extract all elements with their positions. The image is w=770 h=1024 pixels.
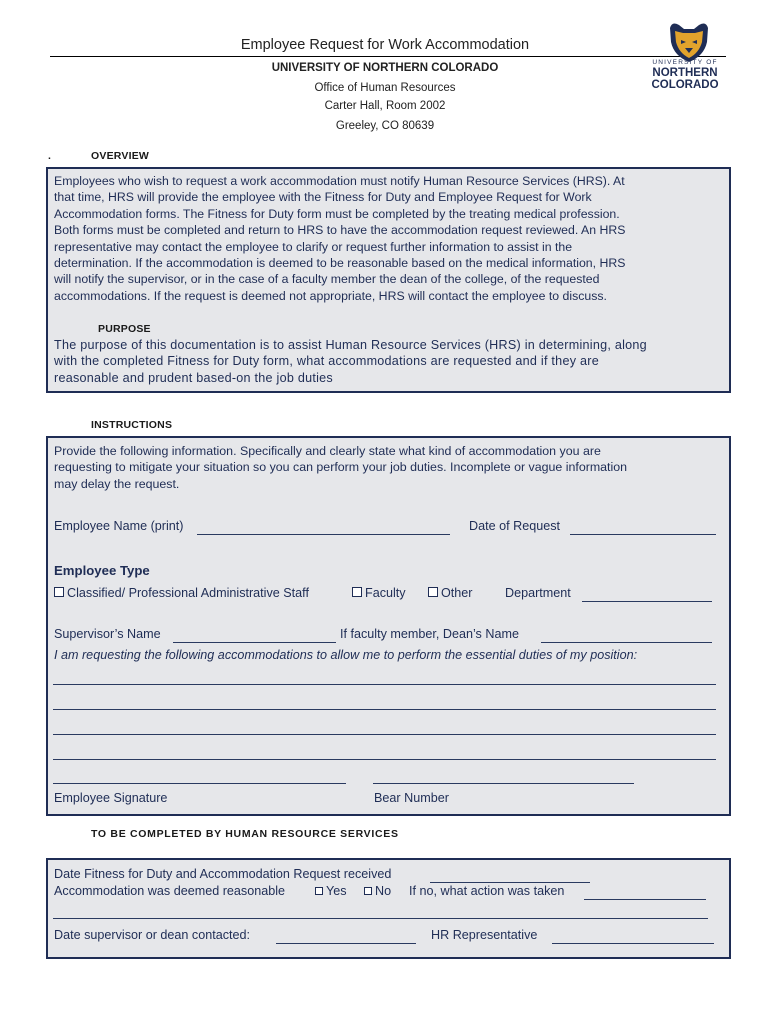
bear-number-label: Bear Number bbox=[374, 791, 449, 805]
date-of-request-field[interactable] bbox=[570, 534, 716, 535]
employee-name-field[interactable] bbox=[197, 534, 450, 535]
yes-label: Yes bbox=[326, 884, 347, 898]
overview-heading: OVERVIEW bbox=[91, 150, 150, 162]
faculty-checkbox[interactable] bbox=[352, 587, 362, 597]
instructions-box bbox=[46, 436, 731, 816]
contacted-date-label: Date supervisor or dean contacted: bbox=[54, 928, 251, 942]
type-classified-option[interactable] bbox=[54, 586, 309, 600]
date-of-request-label: Date of Request bbox=[469, 519, 561, 533]
instructions-line: Provide the following information. Specifically and clearly state what kind of accommodation you are bbox=[54, 444, 601, 458]
request-statement: I am requesting the following accommodations to allow me to perform the essential duties of my position: bbox=[54, 648, 638, 662]
employee-name-label: Employee Name (print) bbox=[54, 519, 184, 533]
overview-line: Employees who wish to request a work accommodation must notify Human Resource Services (HRS). At bbox=[54, 174, 625, 188]
hr-box bbox=[46, 858, 731, 959]
supervisor-name-label: Supervisor’s Name bbox=[54, 627, 161, 641]
department-field[interactable] bbox=[582, 601, 712, 602]
accommodation-line[interactable] bbox=[53, 759, 716, 760]
other-checkbox[interactable] bbox=[428, 587, 438, 597]
yes-checkbox[interactable] bbox=[315, 887, 323, 895]
instructions-heading: INSTRUCTIONS bbox=[91, 419, 173, 431]
hr-representative-field[interactable] bbox=[552, 943, 714, 944]
reasonable-no-option[interactable] bbox=[364, 884, 391, 898]
type-faculty-option[interactable] bbox=[352, 586, 406, 600]
logo-line-3: COLORADO bbox=[651, 79, 719, 91]
form-title: Employee Request for Work Accommodation bbox=[240, 37, 530, 53]
address-line-1: Carter Hall, Room 2002 bbox=[324, 100, 446, 112]
purpose-line: reasonable and prudent based-on the job duties bbox=[54, 370, 333, 385]
overview-line: Both forms must be completed and return to HRS to have the accommodation request reviewed. An HRS bbox=[54, 223, 626, 238]
dean-name-field[interactable] bbox=[541, 642, 712, 643]
overview-line: Accommodation forms. The Fitness for Duty form must be completed by the treating medical profession. bbox=[54, 206, 620, 221]
purpose-heading: PURPOSE bbox=[98, 323, 151, 335]
instructions-text bbox=[54, 443, 627, 492]
purpose-text bbox=[54, 337, 647, 386]
address-line-2: Greeley, CO 80639 bbox=[335, 120, 435, 132]
no-label: No bbox=[375, 884, 392, 898]
overview-text bbox=[54, 173, 625, 304]
overview-line: that time, HRS will provide the employee with the Fitness for Duty and Employee Request for Work bbox=[54, 190, 592, 205]
no-checkbox[interactable] bbox=[364, 887, 372, 895]
overview-line: representative may contact the employee to clarify or request further information to assist in the bbox=[54, 239, 573, 254]
action-taken-field[interactable] bbox=[584, 899, 706, 900]
logo-line-1: UNIVERSITY OF bbox=[652, 59, 718, 66]
type-other-option[interactable] bbox=[428, 586, 473, 600]
instructions-line: may delay the request. bbox=[54, 476, 180, 491]
overview-line: accommodations. If the request is deemed not appropriate, HRS will contact the employee to discuss. bbox=[54, 288, 607, 303]
hr-representative-label: HR Representative bbox=[431, 928, 538, 942]
reasonable-yes-option[interactable] bbox=[315, 884, 347, 898]
received-date-field[interactable] bbox=[430, 882, 590, 883]
accommodation-line[interactable] bbox=[53, 709, 716, 710]
accommodation-line[interactable] bbox=[53, 684, 716, 685]
action-taken-label: If no, what action was taken bbox=[409, 884, 565, 898]
department-label: Department bbox=[505, 586, 571, 600]
overview-bullet: . bbox=[48, 150, 52, 162]
classified-checkbox[interactable] bbox=[54, 587, 64, 597]
classified-label: Classified/ Professional Administrative Staff bbox=[67, 586, 309, 600]
employee-type-heading: Employee Type bbox=[54, 563, 150, 578]
bear-number-field[interactable] bbox=[373, 783, 634, 784]
hr-heading: TO BE COMPLETED BY HUMAN RESOURCE SERVICES bbox=[91, 828, 399, 840]
action-taken-line[interactable] bbox=[53, 918, 708, 919]
other-label: Other bbox=[441, 586, 473, 600]
purpose-line: The purpose of this documentation is to assist Human Resource Services (HRS) in determining, along bbox=[54, 338, 647, 352]
university-name: UNIVERSITY OF NORTHERN COLORADO bbox=[271, 62, 499, 74]
bear-logo-icon bbox=[664, 20, 714, 64]
overview-purpose-box bbox=[46, 167, 731, 393]
supervisor-name-field[interactable] bbox=[173, 642, 336, 643]
instructions-line: requesting to mitigate your situation so you can perform your job duties. Incomplete or vague information bbox=[54, 460, 628, 475]
reasonable-label: Accommodation was deemed reasonable bbox=[54, 884, 286, 898]
received-label: Date Fitness for Duty and Accommodation Request received bbox=[54, 867, 392, 881]
purpose-line: with the completed Fitness for Duty form, what accommodations are requested and if they are bbox=[54, 354, 599, 369]
title-rule bbox=[50, 56, 726, 57]
employee-signature-label: Employee Signature bbox=[54, 791, 168, 805]
office-name: Office of Human Resources bbox=[314, 82, 456, 94]
contacted-date-field[interactable] bbox=[276, 943, 416, 944]
dean-name-label: If faculty member, Dean’s Name bbox=[340, 627, 519, 641]
logo-line-2: NORTHERN bbox=[652, 67, 718, 79]
faculty-label: Faculty bbox=[365, 586, 406, 600]
employee-signature-field[interactable] bbox=[53, 783, 346, 784]
overview-line: will notify the supervisor, or in the case of a faculty member the dean of the college, of the requested bbox=[54, 272, 600, 287]
accommodation-line[interactable] bbox=[53, 734, 716, 735]
overview-line: determination. If the accommodation is deemed to be reasonable based on the medical information, HRS bbox=[54, 256, 626, 271]
